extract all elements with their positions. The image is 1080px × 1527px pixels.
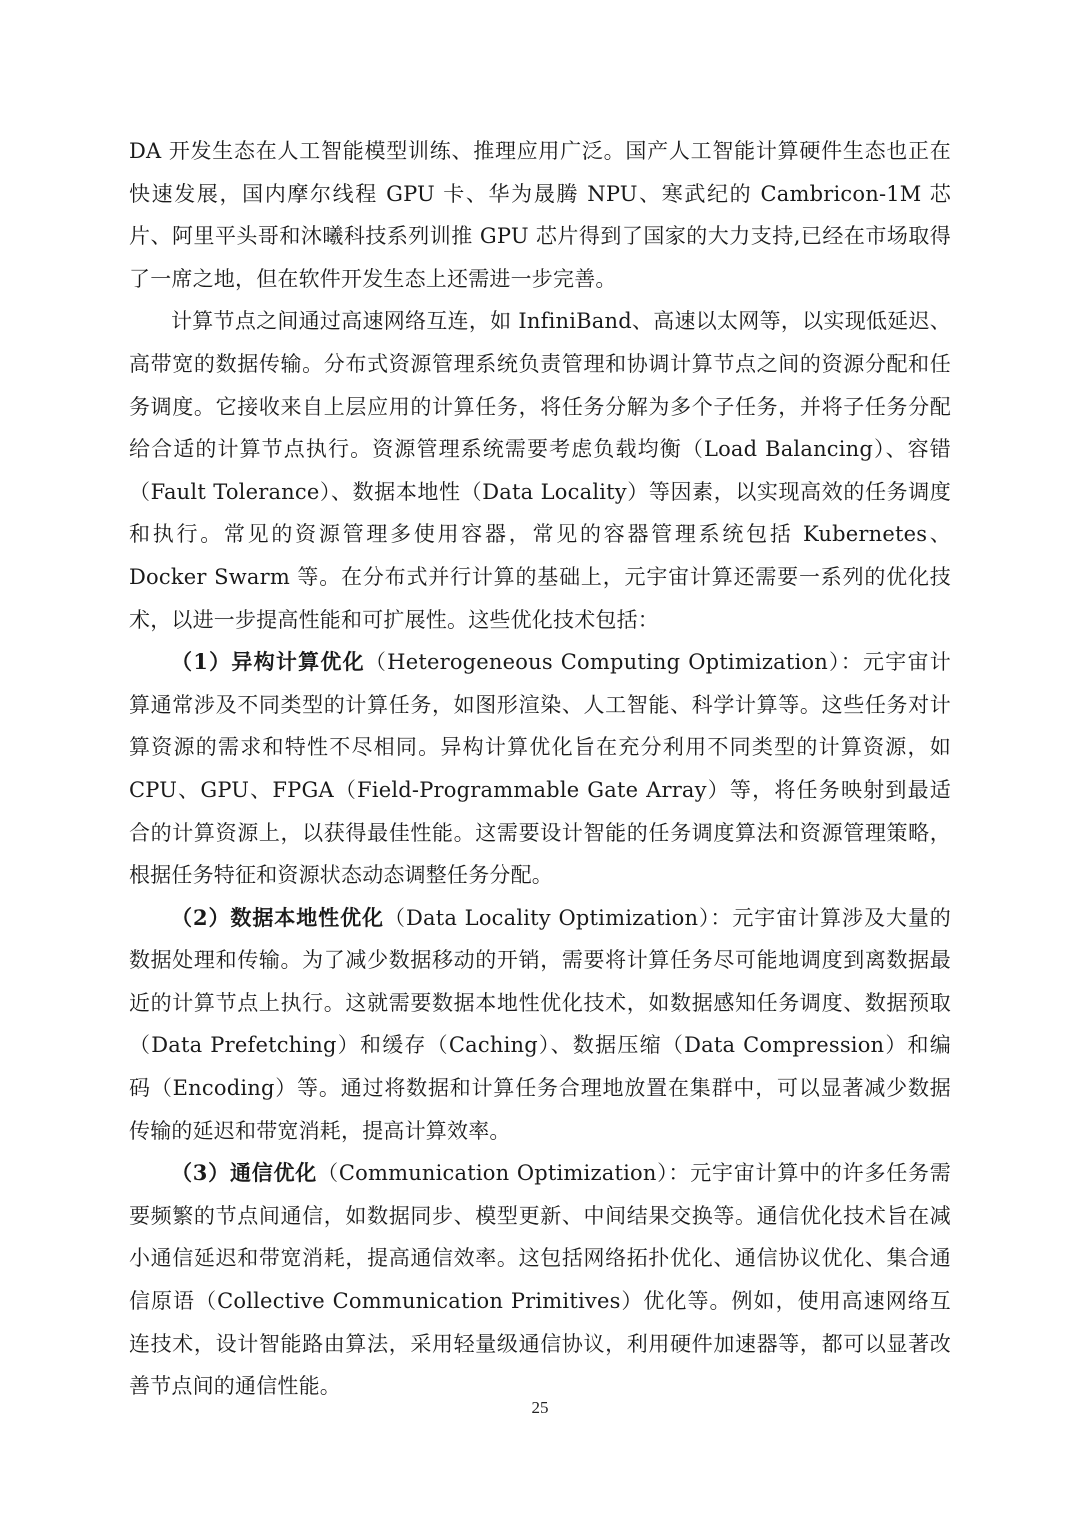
paragraph-heading: （3）通信优化 [171, 1160, 318, 1186]
paragraph-text: 计算节点之间通过高速网络互连，如 InfiniBand、高速以太网等，以实现低延迟、高带宽的数据传输。分布式资源管理系统负责管理和协调计算节点之间的资源分配和任务调度。它接收来自上层应用的计算任务，将任务分解为多个子任务，并将子任务分配给合适的计算节点执行。资源管理系统需要考虑负载均衡（Load Balancing）、容错（Fault Tolerance）、数据本地性（Data Locality）等因素，以实现高效的任务调度和执行。常见的资源管理多使用容器，常见的容器管理系统包括 Kubernetes、Docker Swarm 等。在分布式并行计算的基础上，元宇宙计算还需要一系列的优化技术，以进一步提高性能和可扩展性。这些优化技术包括： [129, 309, 951, 632]
page-number: 25 [531, 1398, 549, 1417]
paragraph-heading: （1）异构计算优化 [171, 649, 365, 675]
paragraph-communication-optimization [129, 1152, 951, 1408]
paragraph-data-locality-optimization [129, 897, 951, 1153]
paragraph-compute-nodes [129, 300, 951, 641]
body-text [129, 130, 951, 1408]
paragraph-continuation [129, 130, 951, 300]
paragraph-heterogeneous-optimization [129, 641, 951, 897]
paragraph-heading: （2）数据本地性优化 [171, 904, 384, 930]
paragraph-text: DA 开发生态在人工智能模型训练、推理应用广泛。国产人工智能计算硬件生态也正在快速发展，国内摩尔线程 GPU 卡、华为晟腾 NPU、寒武纪的 Cambricon-1M 芯片、阿里平头哥和沐曦科技系列训推 GPU 芯片得到了国家的大力支持,已经在市场取得了一席之地，但在软件开发生态上还需进一步完善。 [129, 139, 951, 291]
paragraph-text: （Communication Optimization）：元宇宙计算中的许多任务需要频繁的节点间通信，如数据同步、模型更新、中间结果交换等。通信优化技术旨在减小通信延迟和带宽消耗，提高通信效率。这包括网络拓扑优化、通信协议优化、集合通信原语（Collective Communication Primitives）优化等。例如，使用高速网络互连技术，设计智能路由算法，采用轻量级通信协议，利用硬件加速器等，都可以显著改善节点间的通信性能。 [129, 1161, 951, 1399]
paragraph-text: （Data Locality Optimization）：元宇宙计算涉及大量的数据处理和传输。为了减少数据移动的开销，需要将计算任务尽可能地调度到离数据最近的计算节点上执行。这就需要数据本地性优化技术，如数据感知任务调度、数据预取（Data Prefetching）和缓存（Caching）、数据压缩（Data Compression）和编码（Encoding）等。通过将数据和计算任务合理地放置在集群中，可以显著减少数据传输的延迟和带宽消耗，提高计算效率。 [129, 905, 951, 1143]
paragraph-text: （Heterogeneous Computing Optimization）：元宇宙计算通常涉及不同类型的计算任务，如图形渲染、人工智能、科学计算等。这些任务对计算资源的需求和特性不尽相同。异构计算优化旨在充分利用不同类型的计算资源，如 CPU、GPU、FPGA（Field-Programmable Gate Array）等，将任务映射到最适合的计算资源上，以获得最佳性能。这需要设计智能的任务调度算法和资源管理策略，根据任务特征和资源状态动态调整任务分配。 [129, 650, 951, 888]
